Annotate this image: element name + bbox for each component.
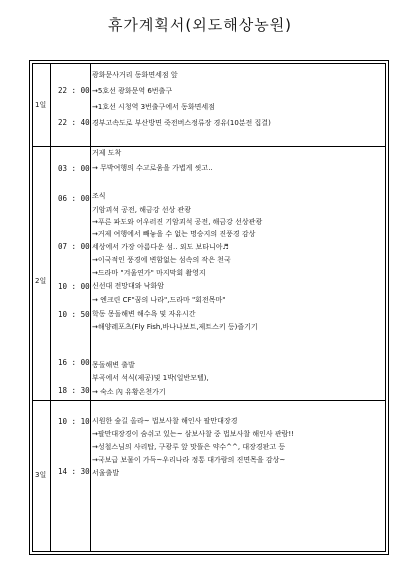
- itinerary-line: →푸른 파도와 어우러진 기암괴석 공전, 해금강 선상관광: [92, 218, 263, 226]
- time-cell: 06 : 00: [58, 194, 90, 203]
- time-cell: 18 : 30: [58, 386, 90, 395]
- time-cell: 03 : 00: [58, 164, 90, 173]
- day-label: 3일: [35, 471, 47, 479]
- itinerary-line: 거제 도착: [92, 149, 122, 157]
- itinerary-line: 몽돌해변 출발: [92, 361, 135, 369]
- time-cell: 07 : 00: [58, 242, 90, 251]
- itinerary-line: → 숙소 內 유황온천가기: [92, 388, 166, 396]
- time-cell: 16 : 00: [58, 358, 90, 367]
- itinerary-line: 경부고속도로 부산방면 죽전버스정류장 경유(10분전 집결): [92, 119, 271, 127]
- itinerary-line: →5호선 광화문역 6번출구: [92, 87, 173, 95]
- itinerary-line: 신선대 전망대와 낙화암: [92, 282, 165, 290]
- time-cell: 14 : 30: [58, 467, 90, 476]
- itinerary-line: 기암괴석 공전, 해금강 선상 관광: [92, 206, 192, 214]
- itinerary-line: 부곡에서 석식(제공)및 1박(일반모텔),: [92, 374, 209, 382]
- itinerary-line: →이국적인 풍경에 변함없는 섬속의 작은 천국: [92, 256, 231, 264]
- day-label: 2일: [35, 277, 47, 285]
- itinerary-line: 학동 몽돌해변 해수욕 및 자유시간: [92, 310, 196, 318]
- time-cell: 10 : 50: [58, 310, 90, 319]
- itinerary-line: 광화문사거리 동화면세점 앞: [92, 71, 178, 79]
- itinerary-line: →거제 여행에서 빼놓을 수 없는 명승지의 진풍경 감상: [92, 230, 256, 238]
- schedule-table: [32, 63, 386, 552]
- itinerary-line: → 엔크린 CF"꿈의 나라",드라마 "회전목마": [92, 296, 226, 304]
- time-cell: 22 : 00: [58, 86, 90, 95]
- time-cell: 10 : 10: [58, 417, 90, 426]
- itinerary-line: →1호선 시청역 3번출구에서 동화면세점: [92, 103, 215, 111]
- column-divider-time: [90, 63, 91, 552]
- itinerary-line: →해양레포츠(Fly Fish,바나나보트,제트스키 등)즐기기: [92, 323, 258, 331]
- time-cell: 22 : 40: [58, 118, 90, 127]
- itinerary-line: → 무박여행의 수고로움을 가볍게 씻고..: [92, 164, 213, 172]
- row-divider-day2: [32, 400, 386, 401]
- time-cell: 10 : 00: [58, 282, 90, 291]
- row-divider-day1: [32, 146, 386, 147]
- itinerary-line: →성철스님의 사리탑, 구광루 앞 맛뜰은 약수^^, 대장경판고 등: [92, 443, 286, 451]
- itinerary-line: 조식: [92, 192, 106, 200]
- itinerary-line: →팔만대장경이 숨쉬고 있는~ 삼보사찰 중 법보사찰 해인사 관람!!: [92, 430, 294, 438]
- itinerary-line: 시원한 숲길 올라~ 법보사찰 해인사 팔만대장경: [92, 417, 238, 425]
- day-label: 1일: [35, 101, 47, 109]
- itinerary-line: →드라마 "겨울연가" 마지막회 촬영지: [92, 269, 206, 277]
- itinerary-line: →국보급 보물이 가득~우리나라 정통 대가람의 진면목을 감상~: [92, 456, 286, 464]
- document-title: 휴가계획서(외도해상농원): [107, 16, 293, 34]
- column-divider-day: [50, 63, 51, 552]
- itinerary-line: 세상에서 가장 아름다운 섬.. 외도 보타니아♬: [92, 243, 229, 251]
- itinerary-line: 서울출발: [92, 469, 120, 477]
